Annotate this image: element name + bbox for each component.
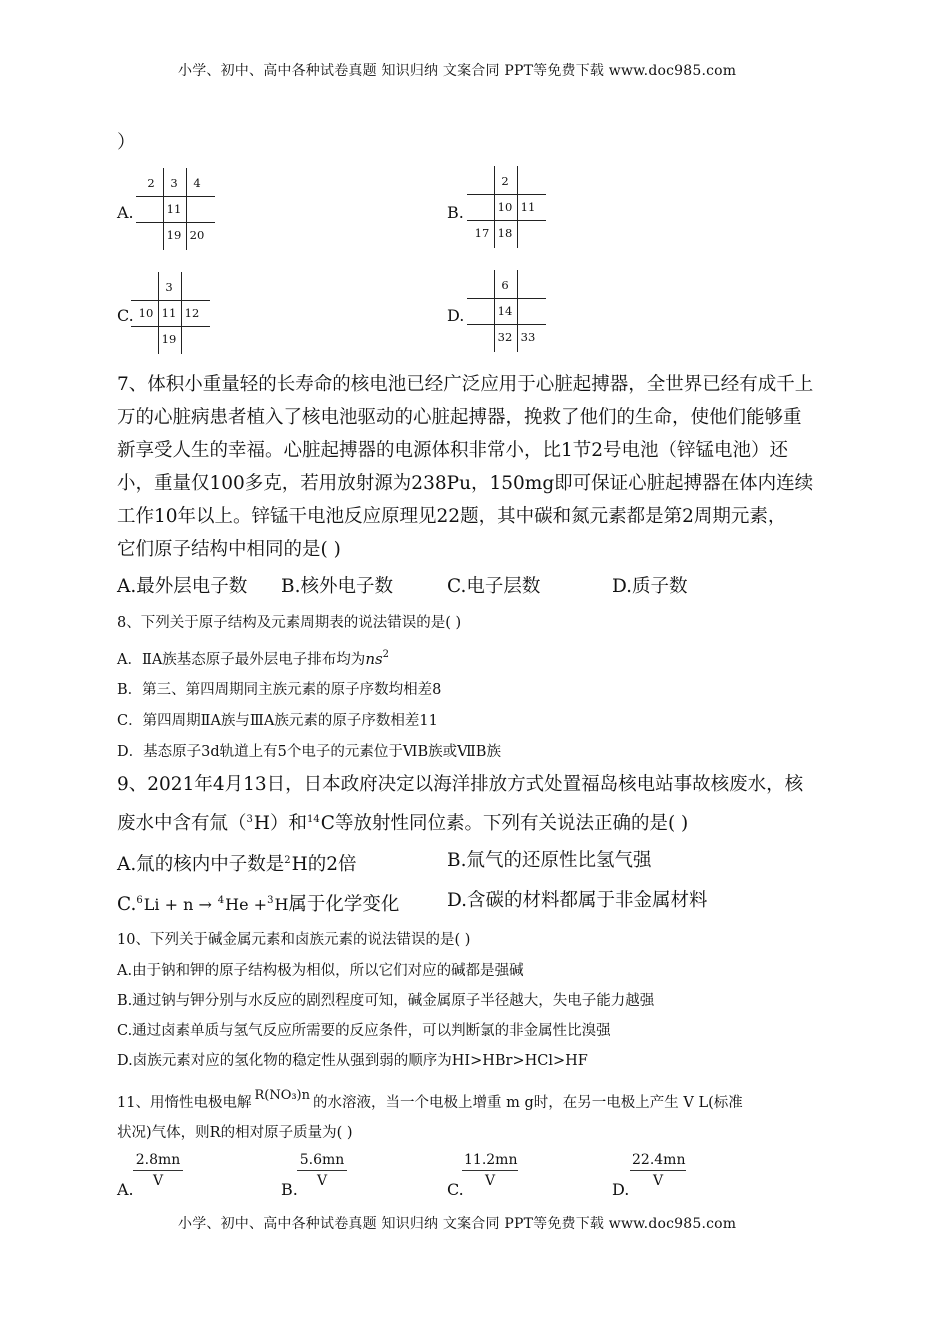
q7-line-4: 小，重量仅100多克，若用放射源为238Pu，150mg即可保证心脏起搏器在体内连续: [117, 473, 814, 494]
atomic-number-cell: 3: [170, 176, 178, 190]
q7-option-b: B.核外电子数: [281, 576, 393, 597]
formula-rno3n: R(NO₃)n: [254, 1088, 311, 1103]
atomic-number-cell: 32: [497, 330, 513, 344]
atomic-number-cell: 18: [497, 226, 513, 240]
atomic-number-cell: 12: [184, 306, 200, 320]
q11-line-2: 状况)气体，则R的相对原子质量为( ): [117, 1125, 353, 1141]
atomic-number-cell: 6: [501, 278, 509, 292]
q10-option-c: C.通过卤素单质与氢气反应所需要的反应条件，可以判断氯的非金属性比溴强: [117, 1023, 611, 1039]
q11-option-c-label: C.: [447, 1180, 464, 1199]
q10-option-d: D.卤族元素对应的氢化物的稳定性从强到弱的顺序为HI>HBr>HCl>HF: [117, 1053, 588, 1069]
q7-option-a: A.最外层电子数: [117, 576, 248, 597]
q10-stem: 10、下列关于碱金属元素和卤族元素的说法错误的是( ): [117, 932, 471, 948]
grid-line: [467, 298, 546, 299]
q8-option-a: A．ⅡA族基态原子最外层电子排布均为$ns^2$: [117, 649, 390, 668]
periodic-table-fragment: [135, 274, 210, 352]
atomic-number-cell: 19: [161, 332, 177, 346]
grid-line: [136, 196, 215, 197]
grid-line: [131, 300, 210, 301]
q8-stem: 8、下列关于原子结构及元素周期表的说法错误的是( ): [117, 615, 462, 631]
formula-ns: ns: [365, 650, 383, 668]
q11-option-b-fraction: $\frac{5.6mn}{V}$: [297, 1152, 347, 1189]
atomic-number-cell: 11: [161, 306, 177, 320]
q8-option-b: B．第三、第四周期同主族元素的原子序数均相差8: [117, 682, 442, 698]
atomic-number-cell: 11: [166, 202, 182, 216]
atomic-number-cell: 3: [165, 280, 173, 294]
q11-option-a-label: A.: [117, 1180, 134, 1199]
atomic-number-cell: 10: [138, 306, 154, 320]
q7-line-1: 7、体积小重量轻的长寿命的核电池已经广泛应用于心脏起搏器，全世界已经有成千上: [117, 374, 814, 395]
page-footer: 小学、初中、高中各种试卷真题 知识归纳 文案合同 PPT等免费下载 www.doc985.com: [178, 1216, 737, 1232]
q6-option-label: B.: [447, 203, 464, 222]
atomic-number-cell: 4: [193, 176, 201, 190]
atomic-number-cell: 11: [520, 200, 536, 214]
q9-option-c: C.$^6$Li + n → $^4$He +$^3$H属于化学变化: [117, 894, 400, 915]
atomic-number-cell: 2: [501, 174, 509, 188]
periodic-table-fragment: [471, 272, 546, 350]
q11-option-d-label: D.: [612, 1180, 630, 1199]
q7-line-3: 新享受人生的幸福。心脏起搏器的电源体积非常小，比1节2号电池（锌锰电池）还: [117, 440, 789, 461]
periodic-table-fragment: [140, 170, 215, 248]
q9-line-1: 9、2021年4月13日，日本政府决定以海洋排放方式处置福岛核电站事故核废水，核: [117, 774, 804, 795]
q11-option-a-fraction: $\frac{2.8mn}{V}$: [133, 1152, 183, 1189]
q9-option-a: A.氚的核内中子数是$^2$H的2倍: [117, 854, 357, 875]
q9-option-d: D.含碳的材料都属于非金属材料: [447, 890, 708, 911]
atomic-number-cell: 33: [520, 330, 536, 344]
page-header: 小学、初中、高中各种试卷真题 知识归纳 文案合同 PPT等免费下载 www.doc985.com: [178, 63, 737, 79]
grid-line: [136, 222, 215, 223]
q6-option-label: D.: [447, 306, 465, 325]
atomic-number-cell: 19: [166, 228, 182, 242]
q6-option-label: C.: [117, 306, 134, 325]
periodic-table-fragment: [471, 168, 546, 246]
q11-option-b-label: B.: [281, 1180, 298, 1199]
q11-option-c-fraction: $\frac{11.2mn}{V}$: [464, 1152, 518, 1189]
q10-option-a: A.由于钠和钾的原子结构极为相似，所以它们对应的碱都是强碱: [117, 963, 524, 979]
q7-line-2: 万的心脏病患者植入了核电池驱动的心脏起搏器，挽救了他们的生命，使他们能够重: [117, 407, 802, 428]
q7-line-6: 它们原子结构中相同的是( ): [117, 539, 341, 560]
grid-line: [467, 220, 546, 221]
q11-line-1: 11、用惰性电极电解 R(NO₃)n 的水溶液，当一个电极上增重 m g时，在另一电极上产生 V L(标准: [117, 1088, 743, 1111]
atomic-number-cell: 2: [147, 176, 155, 190]
atomic-number-cell: 14: [497, 304, 513, 318]
atomic-number-cell: 17: [474, 226, 490, 240]
grid-line: [467, 324, 546, 325]
q6-fragment: ）: [117, 132, 136, 153]
q8-option-d: D．基态原子3d轨道上有5个电子的元素位于ⅥB族或ⅦB族: [117, 744, 501, 760]
grid-line: [467, 194, 546, 195]
q11-option-d-fraction: $\frac{22.4mn}{V}$: [632, 1152, 686, 1189]
q7-option-d: D.质子数: [612, 576, 688, 597]
atomic-number-cell: 10: [497, 200, 513, 214]
atomic-number-cell: 20: [189, 228, 205, 242]
q8-option-c: C．第四周期ⅡA族与ⅢA族元素的原子序数相差11: [117, 713, 438, 729]
q7-option-c: C.电子层数: [447, 576, 541, 597]
q6-option-label: A.: [117, 203, 134, 222]
q9-line-2: 废水中含有氚（$^3$H）和$^{14}$C等放射性同位素。下列有关说法正确的是( ): [117, 813, 689, 834]
q10-option-b: B.通过钠与钾分别与水反应的剧烈程度可知，碱金属原子半径越大，失电子能力越强: [117, 993, 655, 1009]
grid-line: [131, 326, 210, 327]
q7-line-5: 工作10年以上。锌锰干电池反应原理见22题，其中碳和氮元素都是第2周期元素，: [117, 506, 787, 527]
q9-option-b: B.氚气的还原性比氢气强: [447, 850, 652, 871]
